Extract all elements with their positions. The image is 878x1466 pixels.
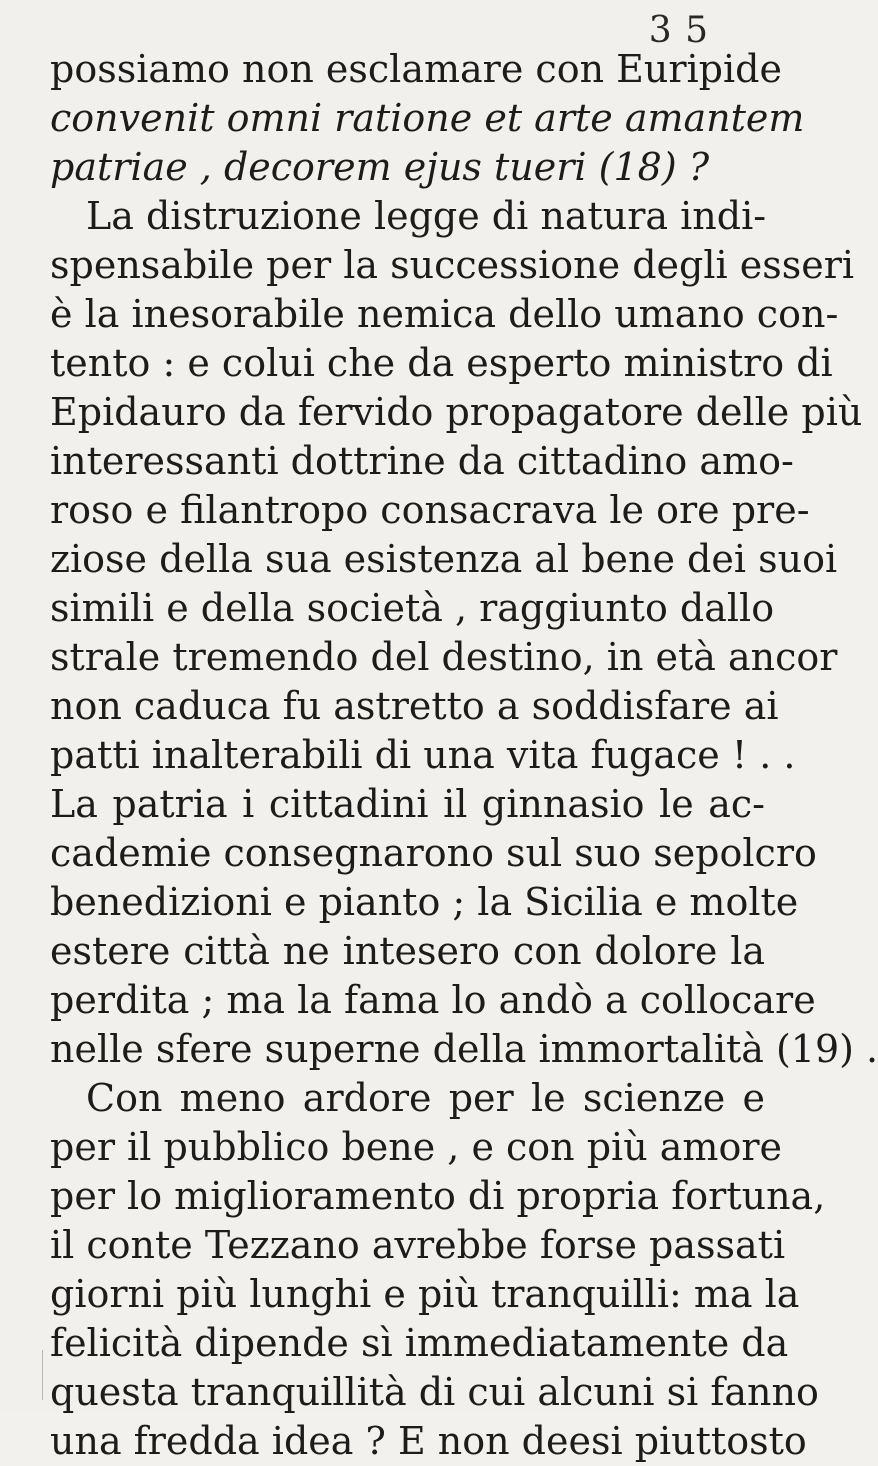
text-line: simili e della società , raggiunto dallo — [50, 586, 775, 630]
text-line: Epidauro da fervido propagatore delle più — [50, 390, 863, 434]
text-line: benedizioni e pianto ; la Sicilia e molte — [50, 880, 799, 924]
text-line: possiamo non esclamare con Euripide — [50, 47, 782, 91]
page-edge-mark — [42, 1350, 43, 1400]
text-line: felicità dipende sì immediatamente da — [50, 1321, 789, 1365]
text-line: il conte Tezzano avrebbe forse passati — [50, 1223, 786, 1267]
page-number: 3 5 — [648, 10, 709, 51]
text-line: convenit omni ratione et arte amantem — [50, 96, 805, 140]
text-line: cademie consegnarono sul suo sepolcro — [50, 831, 817, 875]
text-line: La patria i cittadini il ginnasio le ac- — [50, 782, 765, 826]
text-line: giorni più lunghi e più tranquilli: ma la — [50, 1272, 800, 1316]
body-text — [50, 45, 878, 1466]
text-line: Con meno ardore per le scienze e — [86, 1076, 765, 1120]
text-line: perdita ; ma la fama lo andò a collocare — [50, 978, 816, 1022]
text-line: non caduca fu astretto a soddisfare ai — [50, 684, 779, 728]
text-line: per lo miglioramento di propria fortuna, — [50, 1174, 826, 1218]
text-line: questa tranquillità di cui alcuni si fanno — [50, 1370, 819, 1414]
text-line: nelle sfere superne della immortalità (19) . — [50, 1027, 878, 1071]
text-line: tento : e colui che da esperto ministro di — [50, 341, 833, 385]
text-line: spensabile per la successione degli esseri — [50, 243, 855, 287]
text-line: ziose della sua esistenza al bene dei suoi — [50, 537, 838, 581]
text-line: è la inesorabile nemica dello umano con- — [50, 292, 839, 336]
text-line: una fredda idea ? E non deesi piuttosto — [50, 1419, 807, 1463]
text-line: strale tremendo del destino, in età ancor — [50, 635, 838, 679]
text-line: roso e filantropo consacrava le ore pre- — [50, 488, 810, 532]
text-line: patti inalterabili di una vita fugace ! . . — [50, 733, 796, 777]
text-line: estere città ne intesero con dolore la — [50, 929, 765, 973]
text-line: interessanti dottrine da cittadino amo- — [50, 439, 794, 483]
text-line: La distruzione legge di natura indi- — [86, 194, 767, 238]
text-line: patriae , decorem ejus tueri (18) ? — [50, 145, 710, 189]
text-line: per il pubblico bene , e con più amore — [50, 1125, 782, 1169]
